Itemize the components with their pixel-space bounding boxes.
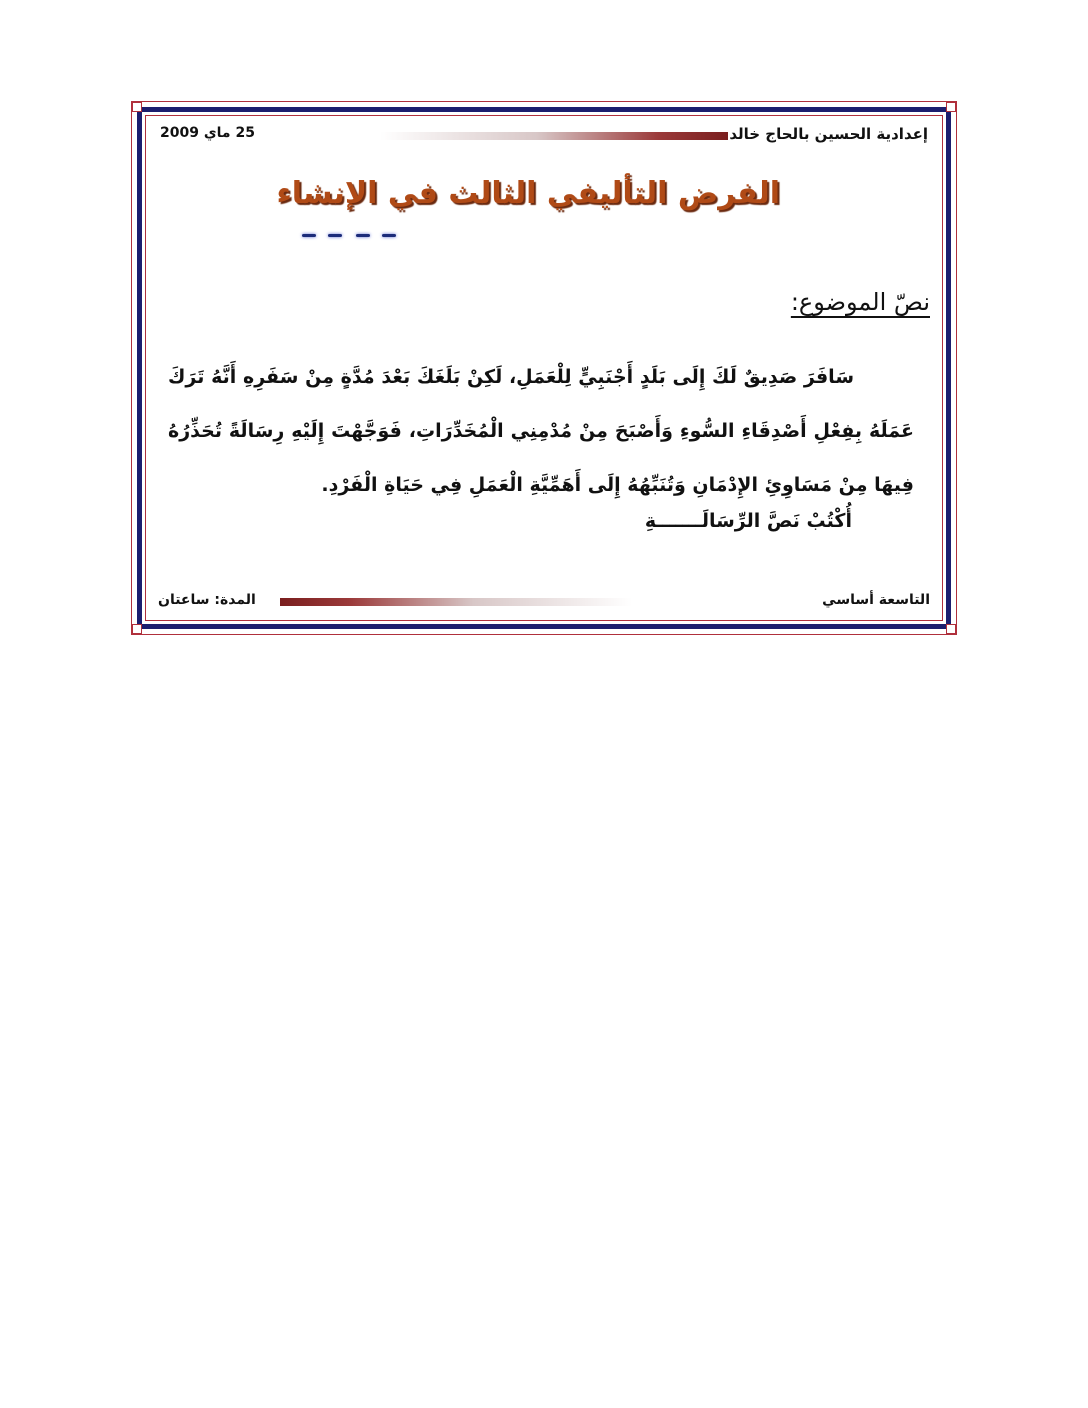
- dash-mark: [382, 234, 396, 237]
- exam-title: الفرض التأليفي الثالث في الإنشاء: [276, 176, 780, 211]
- dash-mark: [328, 234, 342, 237]
- subject-text: سَافَرَ صَدِيقٌ لَكَ إِلَى بَلَدٍ أَجْنَبِيٍّ لِلْعَمَلِ، لَكِنْ بَلَغَكَ بَعْدَ مُدَّةٍ مِنْ سَفَرِهِ أَنَّهُ تَرَكَ عَمَلَهُ بِفِعْلِ أَصْدِقَاءِ السُّوءِ وَأَصْبَحَ مِنْ مُدْمِنِي الْمُخَدِّرَاتِ، فَوَجَّهْتَ إِلَيْهِ رِسَالَةً تُحَذِّرُهُ فِيهَا مِنْ مَسَاوِئِ الإِدْمَانِ وَتُنَبِّهُهُ إِلَى أَهَمِّيَّةِ الْعَمَلِ فِي حَيَاةِ الْفَرْدِ.: [168, 366, 914, 496]
- exam-duration: المدة: ساعتان: [158, 592, 256, 608]
- dash-mark: [302, 234, 316, 237]
- decorative-dashes: [300, 230, 400, 242]
- frame-corner-top-right: [946, 102, 956, 112]
- school-name: إعدادية الحسين بالحاج خالد: [729, 125, 928, 143]
- dash-mark: [356, 234, 370, 237]
- footer-gradient-bar: [280, 598, 632, 606]
- frame-corner-bottom-left: [132, 624, 142, 634]
- frame-corner-top-left: [132, 102, 142, 112]
- header-gradient-bar: [380, 132, 728, 140]
- class-level: التاسعة أساسي: [822, 592, 930, 608]
- subject-heading: نصّ الموضوع:: [790, 288, 930, 316]
- frame-corner-bottom-right: [946, 624, 956, 634]
- exam-date: 25 ماي 2009: [160, 125, 255, 141]
- instruction-text: أُكْتُبْ نَصَّ الرِّسَالَـــــــةِ: [644, 510, 852, 532]
